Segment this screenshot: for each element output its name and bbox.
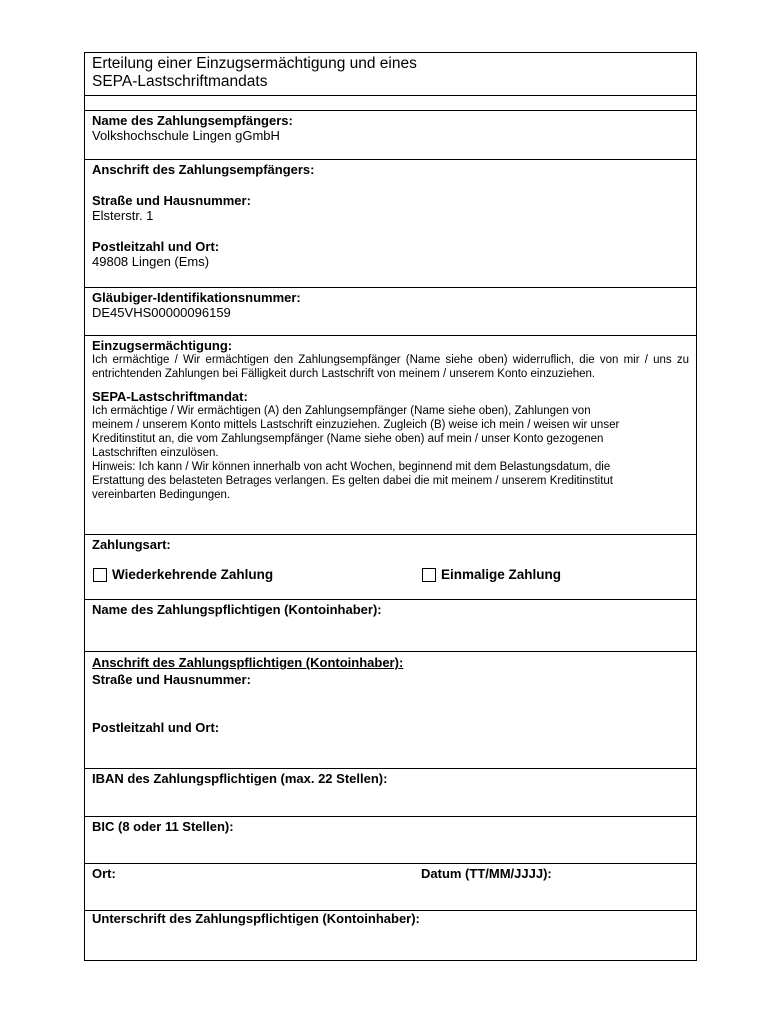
sepa-line: Ich ermächtige / Wir ermächtigen (A) den Zahlungsempfänger (Name siehe oben), Zahlungen von [92, 405, 591, 417]
sepa-line: vereinbarten Bedingungen. [92, 489, 231, 501]
mandate-section [85, 336, 696, 535]
creditor-id-section [85, 288, 696, 336]
recurring-payment-checkbox[interactable] [93, 568, 107, 582]
form-title-line-1: Erteilung einer Einzugsermächtigung und eines [92, 55, 417, 72]
direct-debit-heading: Einzugsermächtigung: [92, 338, 233, 353]
payee-street-value: Elsterstr. 1 [92, 208, 154, 223]
payment-type-label: Zahlungsart: [92, 537, 171, 552]
payee-name-section [85, 111, 696, 160]
place-date-section[interactable] [85, 864, 696, 911]
form-title [92, 55, 689, 91]
payee-city-value: 49808 Lingen (Ems) [92, 254, 210, 269]
payer-street-label: Straße und Hausnummer: [92, 672, 251, 687]
sepa-mandate-form [84, 52, 697, 961]
direct-debit-text: Ich ermächtige / Wir ermächtigen den Zahlungsempfänger (Name siehe oben) widerruflich, die von mir / uns zu entrichtenden Zahlungen bei Fälligkeit durch Lastschrift von meinem / unserem Konto einzuziehen. [92, 354, 689, 380]
spacer-row [85, 96, 696, 111]
payee-address-heading: Anschrift des Zahlungsempfängers: [92, 162, 315, 177]
sepa-line: Hinweis: Ich kann / Wir können innerhalb von acht Wochen, beginnend mit dem Belastungsdatum, die [92, 461, 611, 473]
payee-city-label: Postleitzahl und Ort: [92, 239, 220, 254]
payee-name-value: Volkshochschule Lingen gGmbH [92, 128, 280, 143]
sepa-line: meinem / unserem Konto mittels Lastschrift einzuziehen. Zugleich (B) weise ich mein / weisen wir unser [92, 419, 620, 431]
date-label: Datum (TT/MM/JJJJ): [421, 866, 552, 881]
payer-name-section[interactable] [85, 600, 696, 652]
single-payment-checkbox[interactable] [422, 568, 436, 582]
iban-section[interactable] [85, 769, 696, 817]
signature-section[interactable] [85, 911, 696, 960]
payer-address-section[interactable] [85, 652, 696, 769]
single-payment-label: Einmalige Zahlung [441, 567, 562, 582]
bic-section[interactable] [85, 817, 696, 864]
payee-name-label: Name des Zahlungsempfängers: [92, 113, 293, 128]
place-label: Ort: [92, 866, 116, 881]
signature-label: Unterschrift des Zahlungspflichtigen (Kontoinhaber): [92, 911, 420, 926]
payer-city-label: Postleitzahl und Ort: [92, 720, 220, 735]
creditor-id-label: Gläubiger-Identifikationsnummer: [92, 290, 301, 305]
form-title-line-2: SEPA-Lastschriftmandats [92, 73, 268, 90]
sepa-line: Erstattung des belasteten Betrages verlangen. Es gelten dabei die mit meinem / unserem Kreditinstitut [92, 475, 613, 487]
payer-address-heading: Anschrift des Zahlungspflichtigen (Kontoinhaber): [92, 655, 404, 670]
bic-label: BIC (8 oder 11 Stellen): [92, 819, 234, 834]
payer-name-label: Name des Zahlungspflichtigen (Kontoinhaber): [92, 602, 382, 617]
sepa-line: Kreditinstitut an, die vom Zahlungsempfänger (Name siehe oben) auf mein / unser Konto gezogenen [92, 433, 604, 445]
title-section [85, 53, 696, 96]
creditor-id-value: DE45VHS00000096159 [92, 305, 231, 320]
payment-type-section [85, 535, 696, 600]
iban-label: IBAN des Zahlungspflichtigen (max. 22 Stellen): [92, 771, 388, 786]
payee-address-section [85, 160, 696, 288]
recurring-payment-label: Wiederkehrende Zahlung [112, 567, 274, 582]
sepa-line: Lastschriften einzulösen. [92, 447, 219, 459]
sepa-mandate-heading: SEPA-Lastschriftmandat: [92, 389, 248, 404]
payee-street-label: Straße und Hausnummer: [92, 193, 251, 208]
sepa-mandate-text [92, 404, 689, 502]
